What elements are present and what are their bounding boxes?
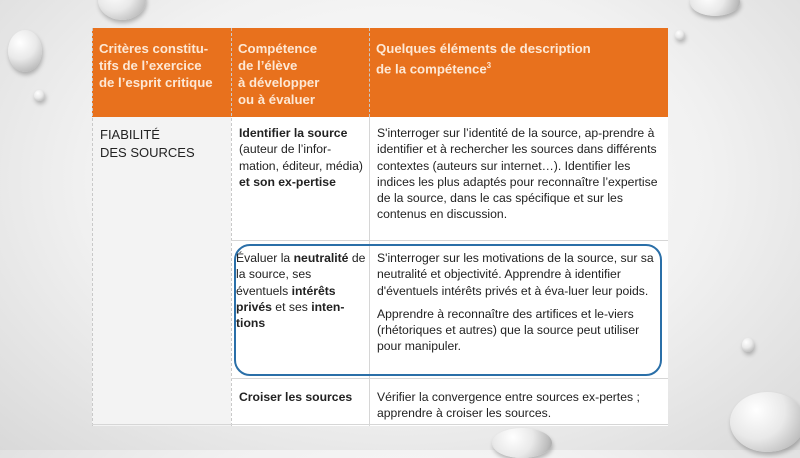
competence-cell (239, 389, 367, 405)
water-drop (98, 0, 146, 20)
text: Évaluer la (236, 251, 294, 265)
header-competence: Compétence de l’élève à développer ou à évaluer (238, 41, 320, 107)
paragraph: S'interroger sur les motivations de la source, sur sa neutralité et objectivité. Apprendre à identifier d'éventuels intérêts privés et à éva-luer leur poids. (377, 251, 654, 298)
water-drop (34, 90, 45, 101)
description-cell: Vérifier la convergence entre sources ex-pertes ; apprendre à croiser les sources. (377, 390, 640, 421)
description-cell: S'interroger sur l’identité de la source, ap-prendre à identifier et à rechercher les sources dans différents contextes (auteurs sur internet…). Identifier les indices les plus adaptés pour reconnaître l’expertise de la source, dans le cas spécifique et sur les contenus en discussion. (377, 126, 658, 222)
text-bold: inten-tions (236, 299, 345, 331)
text-bold: Croiser les sources (239, 390, 353, 404)
text: (auteur de l’infor-mation, éditeur, média) (239, 142, 363, 173)
divider (231, 378, 668, 379)
text: de la source, ses éventuels (236, 251, 366, 298)
criterion-label: FIABILITÉ DES SOURCES (100, 127, 195, 160)
text: et ses (271, 299, 312, 314)
text-bold: neutralité (293, 251, 349, 265)
text-bold: intérêts privés (236, 283, 336, 314)
water-drop (730, 392, 800, 452)
divider (92, 28, 93, 426)
divider (92, 424, 668, 425)
water-drop (742, 338, 754, 352)
criteria-column (92, 117, 231, 426)
header-description (376, 40, 666, 77)
text-bold: et son ex-pertise (239, 174, 336, 189)
highlight-outline (234, 244, 662, 376)
paragraph: Apprendre à reconnaître des artifices et le-viers (rhétoriques et autres) que la source peut utiliser pour manipuler. (377, 306, 640, 354)
water-drop (690, 0, 740, 16)
water-drop (675, 30, 685, 40)
water-drop (8, 30, 42, 72)
water-drop (492, 428, 552, 458)
footnote-marker: 3 (486, 61, 492, 70)
divider (231, 28, 232, 426)
divider (369, 28, 370, 117)
header-criteria: Critères constitu- tifs de l’exercice de l’esprit critique (99, 41, 213, 90)
header-description-text: Quelques éléments de description de la compétence (376, 41, 591, 77)
text-bold: Identifier la source (239, 126, 348, 140)
competence-cell (239, 125, 367, 190)
divider (231, 240, 668, 241)
table-header (92, 28, 668, 117)
